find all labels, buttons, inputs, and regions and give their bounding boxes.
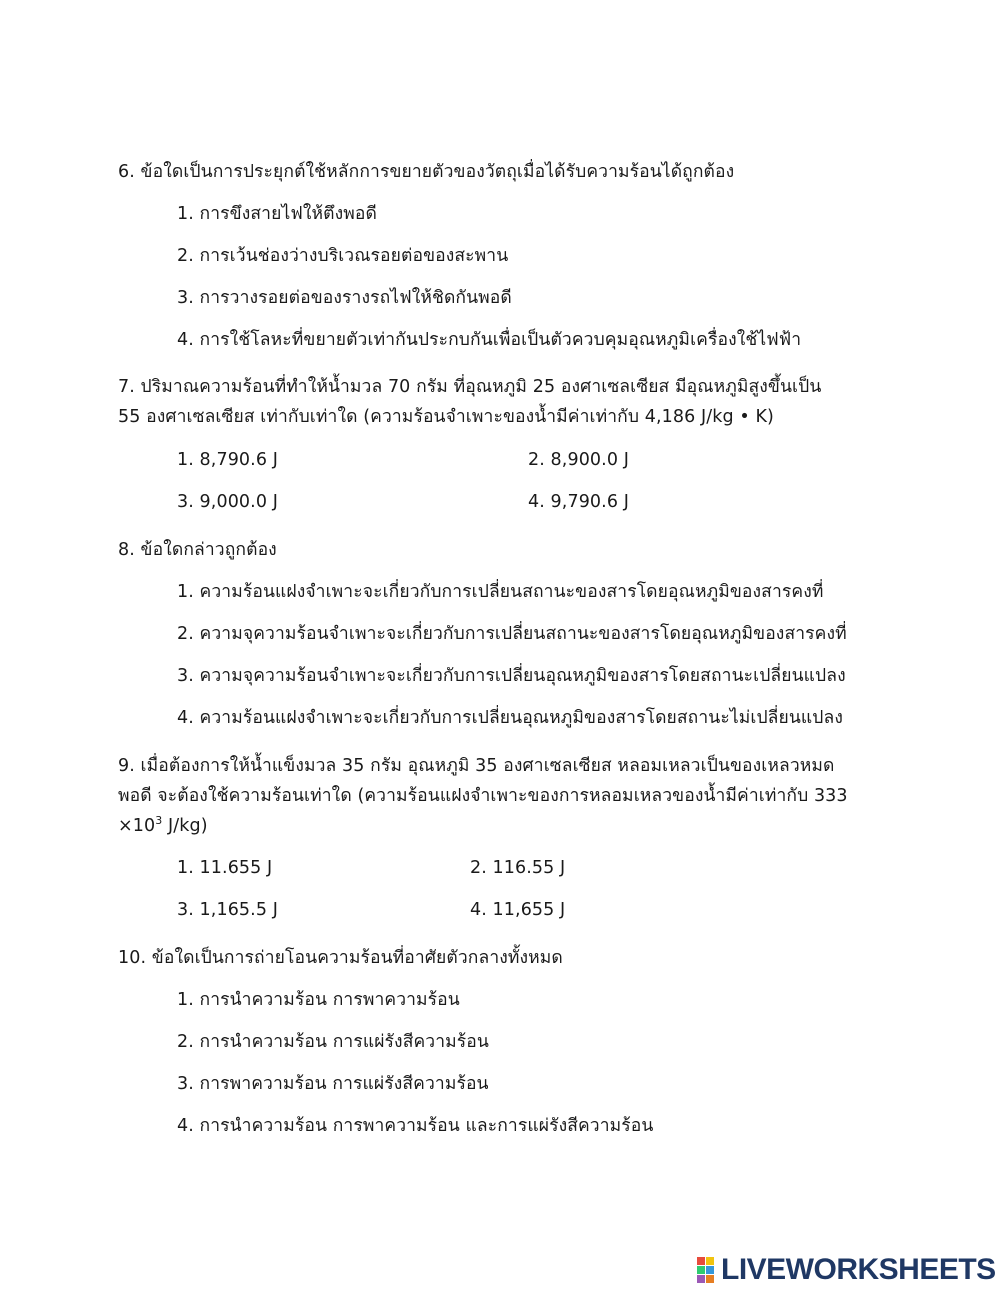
question-9-stem-line-2: พอดี จะต้องใช้ความร้อนเท่าใด (ความร้อนแฝงจำเพาะของการหลอมเหลวของน้ำมีค่าเท่ากับ 333 [118,786,848,806]
question-7-stem-line-1: 7. ปริมาณความร้อนที่ทำให้น้ำมวล 70 กรัม ที่อุณหภูมิ 25 องศาเซลเซียส มีอุณหภูมิสูงขึ้นเป็น [118,377,822,397]
question-10-option-2[interactable]: 2. การนำความร้อน การแผ่รังสีความร้อน [177,1032,489,1052]
question-7-option-4[interactable]: 4. 9,790.6 J [528,492,629,512]
question-9-option-1[interactable]: 1. 11.655 J [177,858,273,878]
logo-cell [697,1275,705,1283]
question-7-option-3[interactable]: 3. 9,000.0 J [177,492,278,512]
question-9-unit-prefix: ×10 [118,816,156,836]
brand-name: LIVEWORKSHEETS [721,1253,996,1286]
question-7-option-1[interactable]: 1. 8,790.6 J [177,450,278,470]
logo-cell [697,1257,705,1265]
logo-grid-icon [697,1257,714,1283]
question-10-option-1[interactable]: 1. การนำความร้อน การพาความร้อน [177,990,460,1010]
question-7-stem-line-2: 55 องศาเซลเซียส เท่ากับเท่าใด (ความร้อนจำเพาะของน้ำมีค่าเท่ากับ 4,186 J/kg • K) [118,407,774,427]
question-8-option-2[interactable]: 2. ความจุความร้อนจำเพาะจะเกี่ยวกับการเปลี่ยนสถานะของสารโดยอุณหภูมิของสารคงที่ [177,624,847,644]
question-6-option-3[interactable]: 3. การวางรอยต่อของรางรถไฟให้ชิดกันพอดี [177,288,512,308]
liveworksheets-logo [697,1250,996,1290]
question-6-option-2[interactable]: 2. การเว้นช่องว่างบริเวณรอยต่อของสะพาน [177,246,509,266]
question-8-option-3[interactable]: 3. ความจุความร้อนจำเพาะจะเกี่ยวกับการเปลี่ยนอุณหภูมิของสารโดยสถานะเปลี่ยนแปลง [177,666,846,686]
question-9-option-3[interactable]: 3. 1,165.5 J [177,900,278,920]
logo-cell [706,1257,714,1265]
logo-cell [706,1266,714,1274]
question-6-option-4[interactable]: 4. การใช้โลหะที่ขยายตัวเท่ากันประกบกันเพื่อเป็นตัวควบคุมอุณหภูมิเครื่องใช้ไฟฟ้า [177,330,802,350]
question-9-unit-exponent: 3 [155,814,163,828]
question-10-stem: 10. ข้อใดเป็นการถ่ายโอนความร้อนที่อาศัยตัวกลางทั้งหมด [118,948,563,968]
question-9-unit-suffix: J/kg) [162,816,208,836]
question-9-stem-line-3 [118,814,208,838]
question-8-option-4[interactable]: 4. ความร้อนแฝงจำเพาะจะเกี่ยวกับการเปลี่ยนอุณหภูมิของสารโดยสถานะไม่เปลี่ยนแปลง [177,708,843,728]
question-9-option-4[interactable]: 4. 11,655 J [470,900,566,920]
question-6-option-1[interactable]: 1. การขึงสายไฟให้ตึงพอดี [177,204,377,224]
logo-cell [706,1275,714,1283]
question-9-stem-line-1: 9. เมื่อต้องการให้น้ำแข็งมวล 35 กรัม อุณหภูมิ 35 องศาเซลเซียส หลอมเหลวเป็นของเหลวหมด [118,756,835,776]
question-8-stem: 8. ข้อใดกล่าวถูกต้อง [118,540,277,560]
logo-cell [697,1266,705,1274]
question-8-option-1[interactable]: 1. ความร้อนแฝงจำเพาะจะเกี่ยวกับการเปลี่ยนสถานะของสารโดยอุณหภูมิของสารคงที่ [177,582,824,602]
question-7-option-2[interactable]: 2. 8,900.0 J [528,450,629,470]
question-10-option-4[interactable]: 4. การนำความร้อน การพาความร้อน และการแผ่รังสีความร้อน [177,1116,654,1136]
question-6-stem: 6. ข้อใดเป็นการประยุกต์ใช้หลักการขยายตัวของวัตถุเมื่อได้รับความร้อนได้ถูกต้อง [118,162,735,182]
question-9-option-2[interactable]: 2. 116.55 J [470,858,566,878]
question-10-option-3[interactable]: 3. การพาความร้อน การแผ่รังสีความร้อน [177,1074,489,1094]
